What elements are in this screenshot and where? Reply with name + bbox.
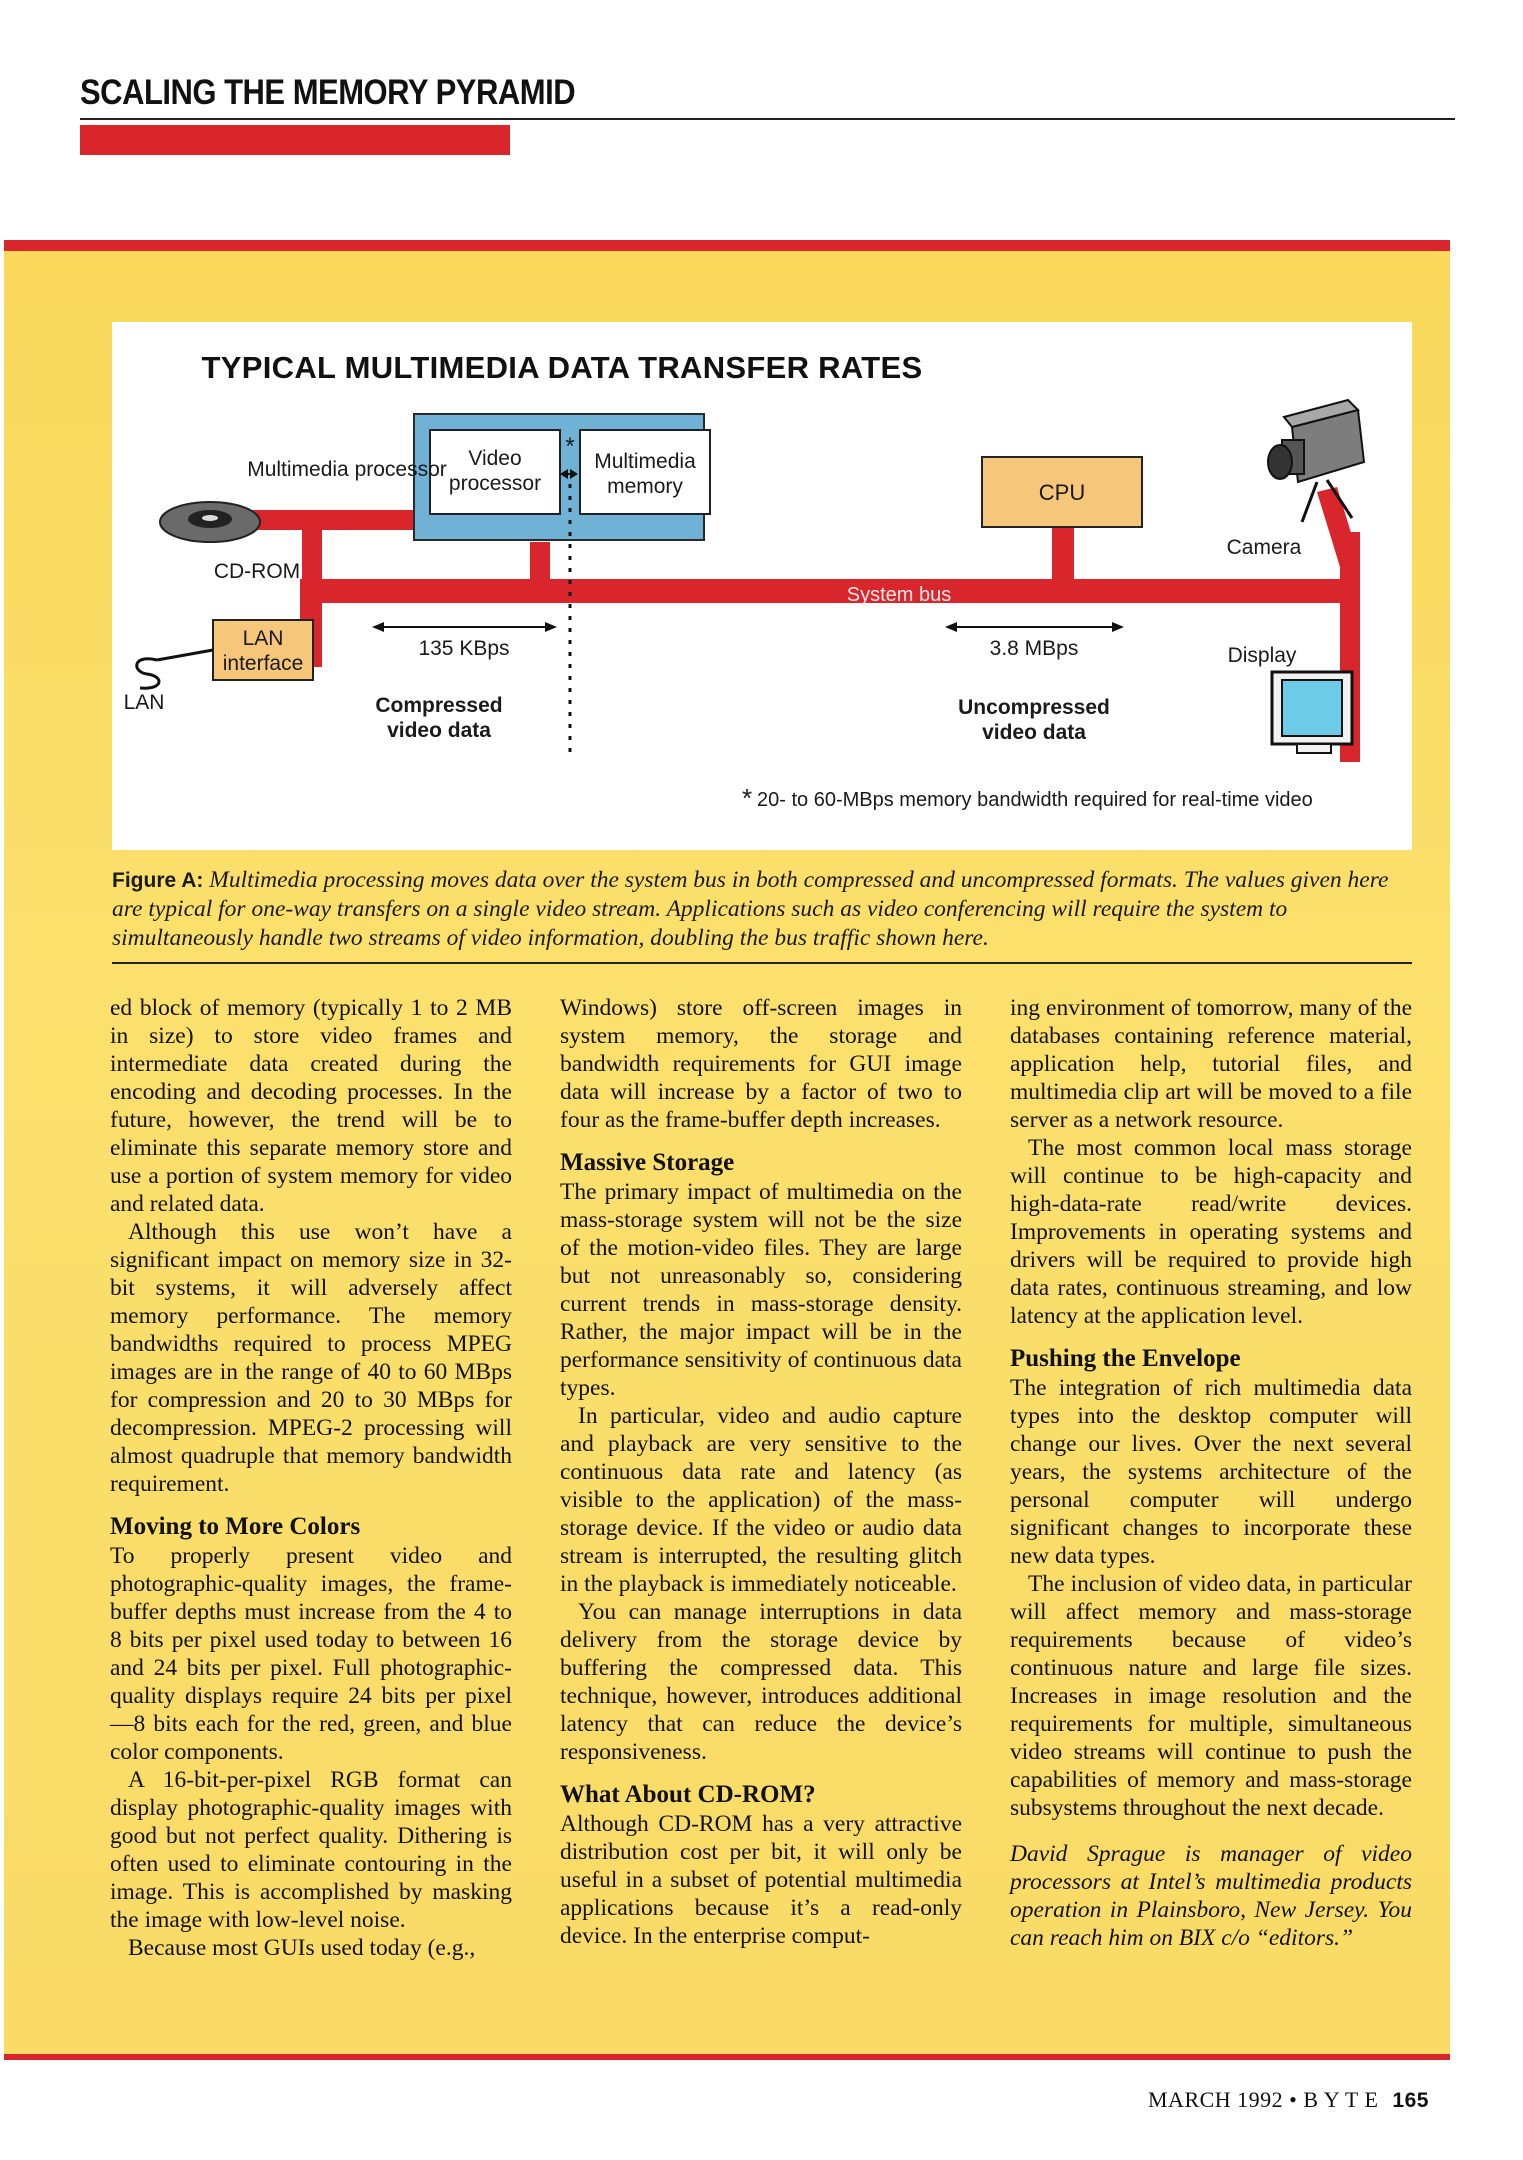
cpu-label: CPU [1038,480,1086,505]
cd-rom-disc-icon [160,502,260,542]
figure-caption-text: Multimedia processing moves data over the system bus in both compressed and uncompressed formats. The values given here are typical for one-way transfers on a single video stream. Applications such as video conferencing will require the system to simultaneously handle two streams of video information, doubling the bus traffic shown here. [112,867,1389,951]
system-bus-label: System bus [846,584,952,606]
paragraph: To properly present video and photographic-quality images, the frame-buffer depths must increase from the 4 to 8 bits per pixel used today to between 16 and 24 bits per pixel. Full photographic-quality displays require 24 bits per pixel—8 bits each for the red, green, and blue color components. [110,1543,512,1765]
subheading-massive-storage: Massive Storage [560,1149,735,1176]
figure-box [112,322,1412,850]
uncompressed-rate-arrow-right [1112,622,1124,632]
uncompressed-label-2: video data [982,721,1086,744]
video-processor-label-1: Video [468,447,522,470]
paragraph: You can manage interruptions in data delivery from the storage device by buffering the compressed data. This technique, however, introduces additional latency that can reduce the device’s responsiveness. [560,1599,962,1765]
compressed-rate-label: 135 KBps [418,637,510,660]
lan-interface-label-1: LAN [242,627,284,650]
figure-footnote: 20- to 60-MBps memory bandwidth required for real-time video [757,789,1313,811]
paragraph: The integration of rich multimedia data types into the desktop computer will change our lives. Over the next several years, the systems architecture of the personal computer will undergo significant changes to incorporate these new data types. [1010,1375,1412,1569]
multimedia-memory-label-2: memory [607,475,683,498]
issue-label: MARCH 1992 • B Y T E [1148,2087,1379,2112]
bus-network [192,487,1360,762]
cpu-link [1052,527,1074,582]
figure-title: TYPICAL MULTIMEDIA DATA TRANSFER RATES [201,350,923,385]
paragraph: A 16-bit-per-pixel RGB format can display photographic-quality images with good but not perfect quality. Dithering is often used to eliminate contouring in the image. This is accomplished by masking the image with low-level noise. [110,1767,512,1933]
uncompressed-label-1: Uncompressed [958,696,1110,719]
subheading-what-about-cd-rom: What About CD-ROM? [560,1781,816,1808]
subheading-pushing-the-envelope: Pushing the Envelope [1010,1345,1241,1372]
video-processor-label-2: processor [448,472,542,495]
compressed-label-2: video data [387,719,491,742]
display-monitor-icon [1272,672,1352,753]
multimedia-processor-label: Multimedia processor [247,458,447,481]
uncompressed-rate-label: 3.8 MBps [989,637,1079,660]
article-column-1 [110,994,512,1962]
page-number: 165 [1392,2089,1429,2112]
subheading-moving-to-more-colors: Moving to More Colors [110,1513,361,1540]
system-bus [300,579,1355,603]
uncompressed-rate-arrow-left [945,622,957,632]
compressed-rate-arrow-left [372,622,384,632]
title-accent-bar [80,125,510,155]
author-bio: David Sprague is manager of video processors at Intel’s multimedia products operation in Plainsboro, New Jersey. You can reach him on BIX c/o “editors.” [1010,1841,1412,1951]
cd-rom-label: CD-ROM [213,560,301,583]
camera-icon [1268,400,1364,522]
data-transfer-diagram [112,322,1412,850]
figure-caption [112,866,1412,953]
compressed-rate-arrow-right [545,622,557,632]
caption-rule [112,962,1412,964]
multimedia-memory-label-1: Multimedia [594,450,696,473]
paragraph: The primary impact of multimedia on the mass-storage system will not be the size of the motion-video files. They are large but not unreasonably so, considering current trends in mass-storage density. Rather, the major impact will be in the performance sensitivity of continuous data types. [560,1179,962,1401]
paragraph: In particular, video and audio capture and playback are very sensitive to the continuous data rate and latency (as visible to the application) of the mass-storage device. If the video or audio data stream is interrupted, the resulting glitch in the playback is immediately noticeable. [560,1403,962,1597]
page-footer [1148,2087,1429,2113]
section-title: SCALING THE MEMORY PYRAMID [80,72,576,113]
lan-cable-link [157,650,213,660]
article-column-3 [1010,994,1412,1952]
mp-link [530,542,550,582]
paragraph: Because most GUIs used today (e.g., [128,1935,476,1961]
article-column-2 [560,994,962,1950]
figure-caption-label: Figure A: [112,869,204,892]
paragraph: The inclusion of video data, in particular will affect memory and mass-storage requirements because of video’s continuous nature and large file sizes. Increases in image resolution and the requirements for multiple, simultaneous video streams will continue to push the capabilities of memory and mass-storage subsystems throughout the next decade. [1010,1571,1412,1821]
footnote-star: * [741,783,753,813]
lan-cable-icon [137,659,159,688]
paragraph: Windows) store off-screen images in system memory, the storage and bandwidth requirements for GUI image data will increase by a factor of two to four as the frame-buffer depth increases. [560,995,962,1133]
display-label: Display [1227,644,1297,667]
paragraph: ed block of memory (typically 1 to 2 MB in size) to store video frames and intermediate data created during the encoding and decoding processes. In the future, however, the trend will be to eliminate this separate memory store and use a portion of system memory for video and related data. [110,995,512,1217]
paragraph: The most common local mass storage will continue to be high-capacity and high-data-rate read/write devices. Improvements in operating systems and drivers will be required to provide high data rates, continuous streaming, and low latency at the application level. [1010,1135,1412,1329]
paragraph: ing environment of tomorrow, many of the databases containing reference material, application help, tutorial files, and multimedia clip art will be moved to a file server as a network resource. [1010,995,1412,1133]
compressed-label-1: Compressed [375,694,503,717]
bandwidth-star: * [565,433,575,460]
camera-label: Camera [1226,536,1302,559]
lan-label: LAN [123,691,165,714]
paragraph: Although this use won’t have a significant impact on memory size in 32-bit systems, it will adversely affect memory performance. The memory bandwidths required to process MPEG images are in the range of 40 to 60 MBps for compression and 20 to 30 MBps for decompression. MPEG-2 processing will almost quadruple that memory bandwidth requirement. [110,1219,512,1497]
paragraph: Although CD-ROM has a very attractive distribution cost per bit, it will only be useful in a subset of potential multimedia applications because it’s a read-only device. In the enterprise comput- [560,1811,962,1949]
title-rule [80,118,1455,120]
lan-interface-label-2: interface [222,652,304,675]
